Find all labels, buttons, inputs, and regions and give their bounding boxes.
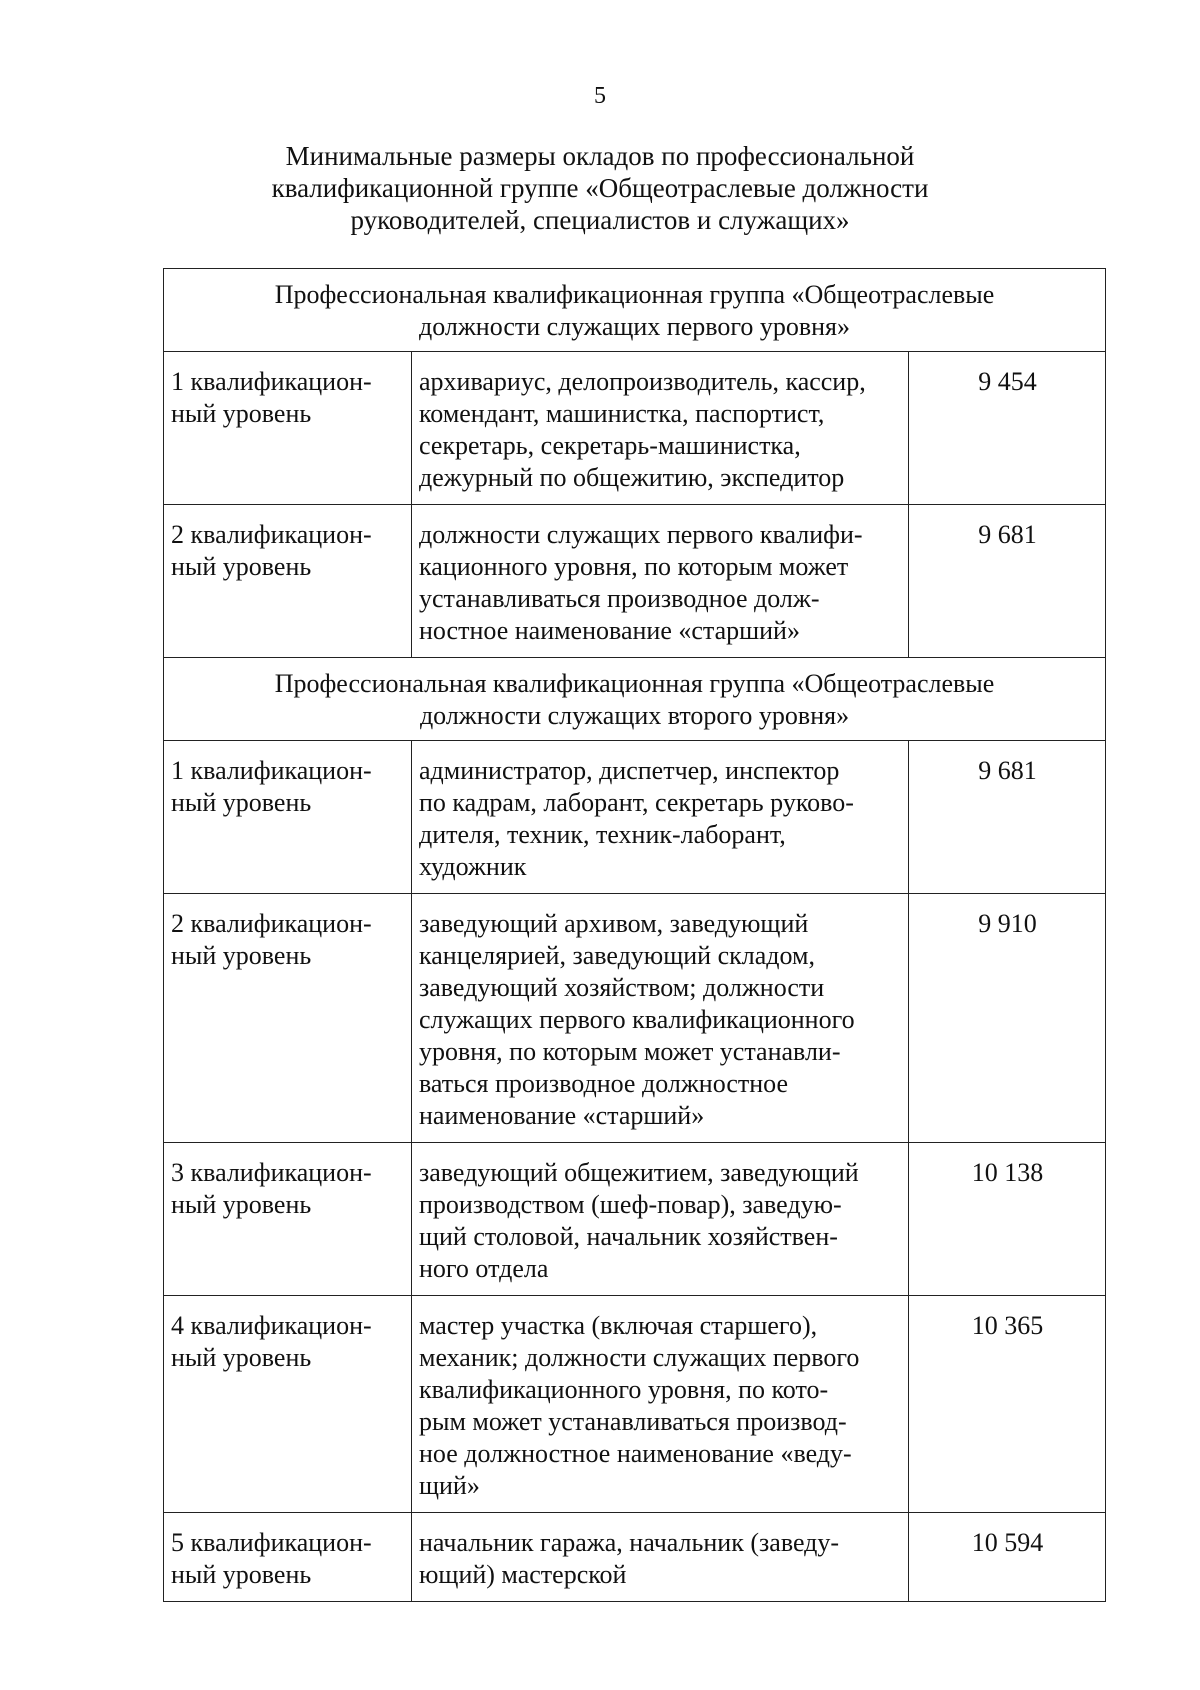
salary-cell: 9 681 xyxy=(909,741,1106,894)
level-line: ный уровень xyxy=(171,1190,312,1219)
table-row xyxy=(164,505,1106,658)
table-row xyxy=(164,352,1106,505)
level-line: ный уровень xyxy=(171,399,312,428)
positions-line: щий» xyxy=(419,1471,480,1500)
salary-cell: 9 454 xyxy=(909,352,1106,505)
positions-line: начальник гаража, начальник (заведу- xyxy=(419,1528,840,1557)
positions-line: архивариус, делопроизводитель, кассир, xyxy=(419,367,866,396)
positions-cell xyxy=(412,894,909,1143)
qualification-level-cell xyxy=(164,1513,412,1602)
positions-line: рым может устанавливаться производ- xyxy=(419,1407,847,1436)
salary-cell: 10 594 xyxy=(909,1513,1106,1602)
positions-line: ваться производное должностное xyxy=(419,1069,789,1098)
page-number: 5 xyxy=(594,83,606,109)
table-row xyxy=(164,741,1106,894)
positions-line: ностное наименование «старший» xyxy=(419,616,800,645)
positions-line: комендант, машинистка, паспортист, xyxy=(419,399,825,428)
level-line: ный уровень xyxy=(171,1560,312,1589)
salary-cell: 9 681 xyxy=(909,505,1106,658)
table-row xyxy=(164,1296,1106,1513)
positions-line: кационного уровня, по которым может xyxy=(419,552,849,581)
positions-line: устанавливаться производное долж- xyxy=(419,584,820,613)
positions-line: заведующий общежитием, заведующий xyxy=(419,1158,859,1187)
positions-line: дителя, техник, техник-лаборант, xyxy=(419,820,786,849)
salary-cell: 9 910 xyxy=(909,894,1106,1143)
level-line: 5 квалификацион- xyxy=(171,1528,372,1557)
positions-line: секретарь, секретарь-машинистка, xyxy=(419,431,801,460)
salary-cell: 10 365 xyxy=(909,1296,1106,1513)
positions-line: производством (шеф-повар), заведую- xyxy=(419,1190,842,1219)
qualification-level-cell xyxy=(164,352,412,505)
level-line: ный уровень xyxy=(171,552,312,581)
positions-line: ющий) мастерской xyxy=(419,1560,627,1589)
title-line: руководителей, специалистов и служащих» xyxy=(350,205,850,235)
positions-line: уровня, по которым может устанавли- xyxy=(419,1037,841,1066)
positions-cell xyxy=(412,741,909,894)
level-line: ный уровень xyxy=(171,788,312,817)
positions-line: служащих первого квалификационного xyxy=(419,1005,855,1034)
level-line: 1 квалификацион- xyxy=(171,367,372,396)
group-header-line: Профессиональная квалификационная группа «Общеотраслевые xyxy=(274,669,995,698)
document-title xyxy=(200,140,1000,236)
positions-line: наименование «старший» xyxy=(419,1101,705,1130)
salary-table xyxy=(163,268,1106,1602)
group-header-line: должности служащих второго уровня» xyxy=(419,701,850,730)
positions-line: мастер участка (включая старшего), xyxy=(419,1311,818,1340)
level-line: 4 квалификацион- xyxy=(171,1311,372,1340)
group-header-line: Профессиональная квалификационная группа «Общеотраслевые xyxy=(274,280,995,309)
group-header-line: должности служащих первого уровня» xyxy=(418,312,851,341)
positions-line: механик; должности служащих первого xyxy=(419,1343,860,1372)
qualification-level-cell xyxy=(164,1143,412,1296)
level-line: ный уровень xyxy=(171,941,312,970)
qualification-level-cell xyxy=(164,894,412,1143)
positions-cell xyxy=(412,505,909,658)
positions-cell xyxy=(412,1513,909,1602)
level-line: 3 квалификацион- xyxy=(171,1158,372,1187)
title-line: Минимальные размеры окладов по профессиональной xyxy=(285,141,915,171)
positions-line: квалификационного уровня, по кото- xyxy=(419,1375,829,1404)
positions-cell xyxy=(412,1143,909,1296)
group-header-second-level xyxy=(164,658,1106,741)
positions-line: администратор, диспетчер, инспектор xyxy=(419,756,840,785)
qualification-level-cell xyxy=(164,741,412,894)
positions-line: ное должностное наименование «веду- xyxy=(419,1439,852,1468)
positions-line: дежурный по общежитию, экспедитор xyxy=(419,463,845,492)
positions-line: должности служащих первого квалифи- xyxy=(419,520,863,549)
positions-line: заведующий хозяйством; должности xyxy=(419,973,825,1002)
group-header-row xyxy=(164,269,1106,352)
level-line: 1 квалификацион- xyxy=(171,756,372,785)
table-row xyxy=(164,1143,1106,1296)
positions-line: заведующий архивом, заведующий xyxy=(419,909,809,938)
level-line: 2 квалификацион- xyxy=(171,909,372,938)
positions-line: щий столовой, начальник хозяйствен- xyxy=(419,1222,838,1251)
level-line: 2 квалификацион- xyxy=(171,520,372,549)
table-row xyxy=(164,1513,1106,1602)
title-line: квалификационной группе «Общеотраслевые должности xyxy=(271,173,929,203)
positions-line: по кадрам, лаборант, секретарь руково- xyxy=(419,788,854,817)
positions-line: канцелярией, заведующий складом, xyxy=(419,941,815,970)
positions-cell xyxy=(412,352,909,505)
qualification-level-cell xyxy=(164,505,412,658)
qualification-level-cell xyxy=(164,1296,412,1513)
table-row xyxy=(164,894,1106,1143)
positions-cell xyxy=(412,1296,909,1513)
level-line: ный уровень xyxy=(171,1343,312,1372)
group-header-row xyxy=(164,658,1106,741)
salary-cell: 10 138 xyxy=(909,1143,1106,1296)
positions-line: художник xyxy=(419,852,527,881)
group-header-first-level xyxy=(164,269,1106,352)
positions-line: ного отдела xyxy=(419,1254,549,1283)
